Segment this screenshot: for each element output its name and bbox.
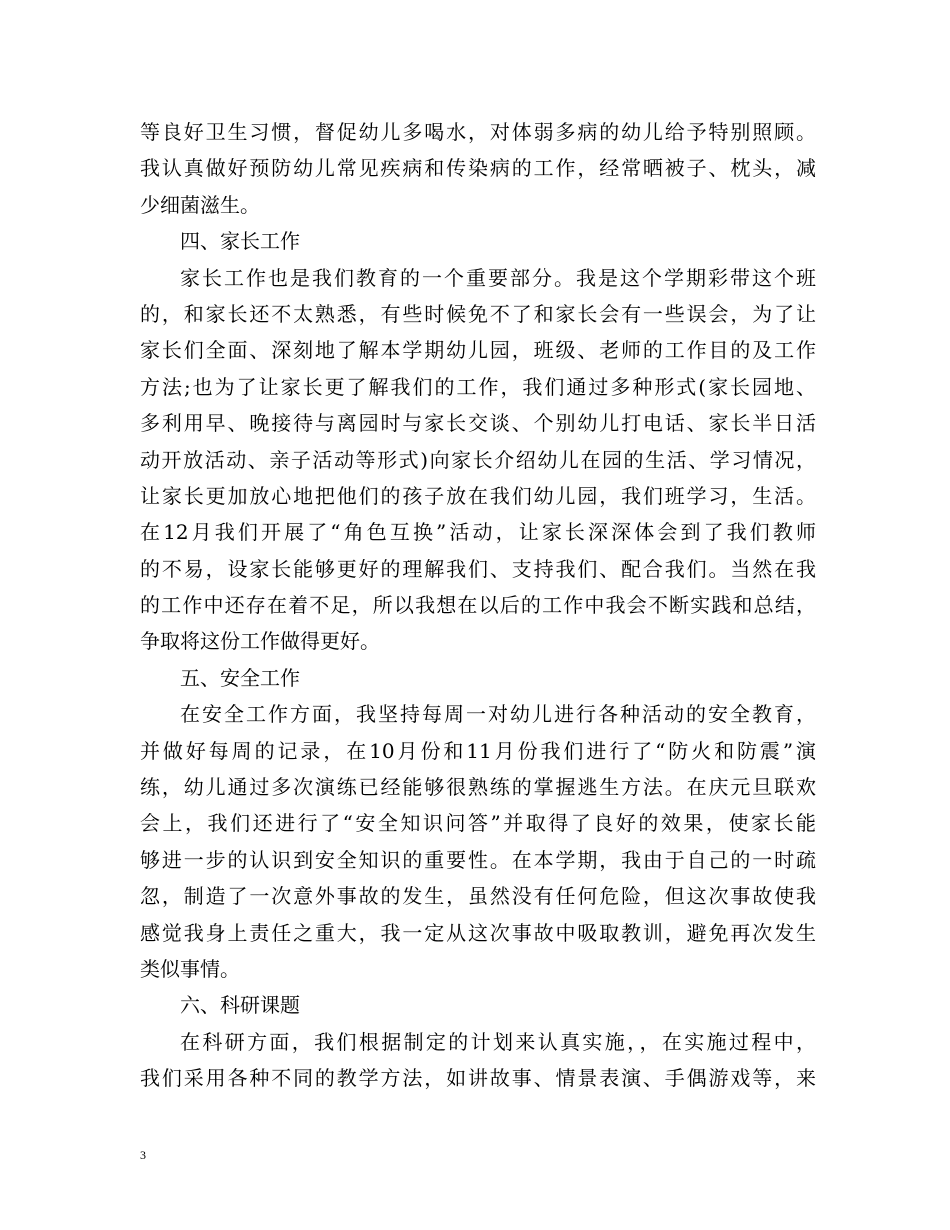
document-body xyxy=(140,114,816,1097)
text-line: 争取将这份工作做得更好。 xyxy=(140,629,380,654)
text-line: 会上，我们还进行了“安全知识问答”并取得了良好的效果，使家长能 xyxy=(140,811,816,836)
text-line: 类似事情。 xyxy=(140,956,240,981)
text-line: 少细菌滋生。 xyxy=(140,192,260,217)
text-line: 在安全工作方面，我坚持每周一对幼儿进行各种活动的安全教育， xyxy=(180,702,816,727)
text-line: 在12月我们开展了“角色互换”活动，让家长深深体会到了我们教师 xyxy=(140,520,816,545)
text-line: 够进一步的认识到安全知识的重要性。在本学期，我由于自己的一时疏 xyxy=(140,847,816,872)
text-line: 我认真做好预防幼儿常见疾病和传染病的工作，经常晒被子、枕头，减 xyxy=(140,156,816,181)
text-line: 的不易，设家长能够更好的理解我们、支持我们、配合我们。当然在我 xyxy=(140,556,816,581)
text-line: 家长工作也是我们教育的一个重要部分。我是这个学期彩带这个班 xyxy=(180,265,816,290)
text-line: 并做好每周的记录，在10月份和11月份我们进行了“防火和防震”演 xyxy=(140,738,816,763)
text-line: 练，幼儿通过多次演练已经能够很熟练的掌握逃生方法。在庆元旦联欢 xyxy=(140,775,816,800)
section-heading: 四、家长工作 xyxy=(180,229,300,254)
text-line: 的，和家长还不太熟悉，有些时候免不了和家长会有一些误会，为了让 xyxy=(140,301,816,326)
section-heading: 五、安全工作 xyxy=(180,665,300,690)
text-line: 在科研方面，我们根据制定的计划来认真实施，，在实施过程中， xyxy=(180,1029,816,1054)
text-line: 我们采用各种不同的教学方法，如讲故事、情景表演、手偶游戏等，来 xyxy=(140,1066,816,1091)
text-line: 多利用早、晚接待与离园时与家长交谈、个别幼儿打电话、家长半日活 xyxy=(140,411,816,436)
section-heading: 六、科研课题 xyxy=(180,993,300,1018)
text-line: 动开放活动、亲子活动等形式)向家长介绍幼儿在园的生活、学习情况， xyxy=(140,447,816,472)
text-line: 的工作中还存在着不足，所以我想在以后的工作中我会不断实践和总结， xyxy=(140,593,816,618)
page-number: 3 xyxy=(140,1148,146,1162)
text-line: 忽，制造了一次意外事故的发生，虽然没有任何危险，但这次事故使我 xyxy=(140,884,816,909)
text-line: 感觉我身上责任之重大，我一定从这次事故中吸取教训，避免再次发生 xyxy=(140,920,816,945)
text-line: 家长们全面、深刻地了解本学期幼儿园，班级、老师的工作目的及工作 xyxy=(140,338,816,363)
text-line: 方法;也为了让家长更了解我们的工作，我们通过多种形式(家长园地、 xyxy=(140,374,816,399)
text-line: 等良好卫生习惯，督促幼儿多喝水，对体弱多病的幼儿给予特别照顾。 xyxy=(140,120,816,144)
text-line: 让家长更加放心地把他们的孩子放在我们幼儿园，我们班学习，生活。 xyxy=(140,483,816,508)
